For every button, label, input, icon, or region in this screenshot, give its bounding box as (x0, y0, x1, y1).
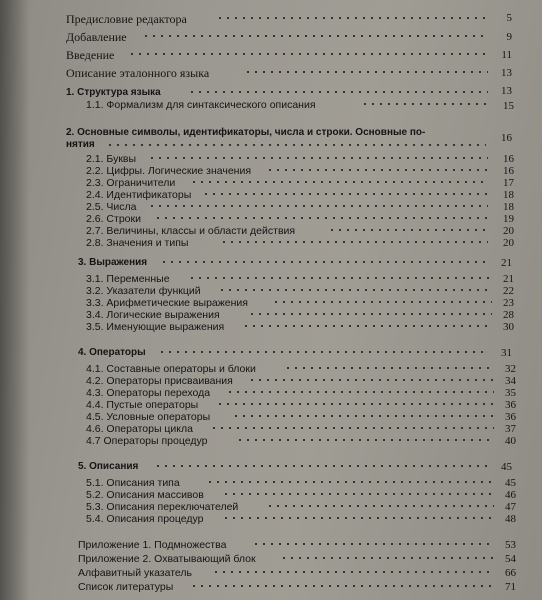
toc-entry-page: 18 (503, 189, 514, 201)
toc-entry-title: 2.2. Цифры. Логические значения (86, 165, 252, 177)
toc-entry-title: 1.1. Формализм для синтаксического описания (86, 99, 316, 111)
toc-section (78, 346, 514, 360)
toc-entry-page: 28 (503, 309, 514, 321)
toc-entry-title: Приложение 2. Охватывающий блок (78, 553, 256, 565)
leader-dots (158, 351, 488, 353)
toc-entry-title: 5.4. Описания процедур (86, 513, 204, 525)
toc-entry-page: 71 (505, 581, 516, 593)
toc-entry-title: 2. Основные символы, идентификаторы, числа и строки. Основные по- (66, 127, 426, 138)
toc-entry (86, 98, 514, 112)
leader-dots (236, 439, 494, 441)
toc-entry-title: 3.2. Указатели функций (86, 285, 201, 297)
leader-dots (252, 543, 494, 545)
toc-entry-title: 2.8. Значения и типы (86, 237, 189, 249)
toc-entry-title: 3.4. Логические выражения (86, 309, 220, 321)
toc-entry-page: 54 (505, 553, 516, 565)
leader-dots (242, 325, 492, 327)
toc-section (78, 256, 514, 270)
toc-entry-title: Предисловие редактора (66, 12, 187, 26)
toc-entry-page: 35 (505, 387, 516, 399)
toc-entry-title: Список литературы (78, 581, 174, 593)
leader-dots (190, 181, 488, 183)
toc-entry-title: 4.4. Пустые операторы (86, 399, 199, 411)
toc-entry (78, 552, 514, 566)
leader-dots (206, 481, 494, 483)
toc-entry (78, 566, 514, 580)
toc-entry-page: 13 (501, 85, 512, 97)
leader-dots (266, 505, 494, 507)
leader-dots (248, 313, 492, 315)
toc-entry-title: 2.6. Строки (86, 213, 141, 225)
leader-dots (280, 557, 494, 559)
leader-dots (142, 35, 488, 37)
leader-dots (154, 217, 488, 219)
toc-entry (66, 48, 514, 62)
toc-entry-page: 16 (503, 153, 514, 165)
toc-entry-title: 5.2. Описания массивов (86, 489, 204, 501)
leader-dots (212, 571, 494, 573)
leader-dots (266, 169, 488, 171)
toc-entry-title: 2.3. Ограничители (86, 177, 176, 189)
toc-entry-page: 20 (503, 225, 514, 237)
toc-section (78, 460, 514, 474)
leader-dots (148, 157, 488, 159)
toc-entry-page: 36 (505, 399, 516, 411)
toc-entry-page: 21 (501, 257, 512, 269)
toc-entry-title: 3. Выражения (78, 257, 148, 268)
toc-entry-title: Приложение 1. Подмножества (78, 539, 227, 551)
leader-dots (220, 241, 488, 243)
toc-entry-title: 2.7. Величины, классы и области действия (86, 225, 296, 237)
toc-entry-page: 45 (505, 477, 516, 489)
toc-entry-page: 5 (506, 12, 512, 24)
leader-dots (202, 193, 488, 195)
toc-entry-title: 5.3. Описания переключателей (86, 501, 239, 513)
toc-entry-page: 16 (501, 132, 512, 144)
leader-dots (222, 517, 494, 519)
toc-entry-title: 4. Операторы (78, 347, 146, 358)
toc-entry-page: 15 (503, 100, 514, 112)
leader-dots (128, 53, 488, 55)
toc-entry-title: 4.2. Операторы присваивания (86, 375, 233, 387)
toc-entry-title: 2.5. Числа (86, 201, 137, 213)
leader-dots (226, 391, 494, 393)
toc-entry-page: 9 (506, 31, 512, 43)
leader-dots (210, 427, 494, 429)
toc-entry-page: 48 (505, 513, 516, 525)
toc-entry-title: Добавление (66, 30, 127, 44)
leader-dots (216, 17, 486, 19)
leader-dots (361, 103, 488, 105)
toc-entry (78, 538, 514, 552)
toc-entry (86, 320, 514, 334)
leader-dots (222, 493, 494, 495)
toc-entry-page: 11 (501, 49, 512, 61)
leader-dots (190, 585, 494, 587)
leader-dots (328, 229, 488, 231)
toc-entry-page: 30 (503, 321, 514, 333)
toc-entry (66, 12, 514, 26)
toc-entry-title: Введение (66, 48, 115, 62)
toc-entry-page: 16 (503, 165, 514, 177)
toc-entry-page: 53 (505, 539, 516, 551)
toc-entry-page: 18 (503, 201, 514, 213)
toc-entry-page: 23 (503, 297, 514, 309)
toc-entry (86, 512, 514, 526)
toc-entry-page: 46 (505, 489, 516, 501)
toc-entry-title: 2.4. Идентификаторы (86, 189, 192, 201)
toc-entry (86, 236, 514, 250)
toc-entry-page: 17 (503, 177, 514, 189)
toc-entry-title: 2.1. Буквы (86, 153, 137, 165)
leader-dots (188, 91, 488, 93)
toc-entry-title: 4.3. Операторы перехода (86, 387, 211, 399)
toc-entry-title: 3.3. Арифметические выражения (86, 297, 248, 309)
toc-entry-title: 3.1. Переменные (86, 273, 170, 285)
toc-entry-page: 37 (505, 423, 516, 435)
leader-dots (244, 71, 488, 73)
toc-entry-page: 47 (505, 501, 516, 513)
leader-dots (188, 277, 492, 279)
toc-entry-page: 40 (505, 435, 516, 447)
toc-entry-page: 21 (503, 273, 514, 285)
toc-entry-title: 5.1. Описания типа (86, 477, 180, 489)
toc-entry-page: 19 (503, 213, 514, 225)
toc-entry (66, 30, 514, 44)
toc-entry-page: 45 (501, 461, 512, 473)
leader-dots (284, 367, 494, 369)
leader-dots (160, 261, 488, 263)
toc-entry-title: 3.5. Именующие выражения (86, 321, 225, 333)
toc-entry-page: 31 (501, 347, 512, 359)
toc-entry-title: 4.1. Составные операторы и блоки (86, 363, 256, 375)
toc-entry-title: 4.5. Условные операторы (86, 411, 211, 423)
toc-entry-page: 22 (503, 285, 514, 297)
toc-entry-page: 66 (505, 567, 516, 579)
toc-entry-title: 1. Структура языка (66, 87, 161, 98)
toc-entry-title: 4.7 Операторы процедур (86, 435, 208, 447)
toc-entry-page: 32 (505, 363, 516, 375)
toc-entry-page: 36 (505, 411, 516, 423)
toc-page-holder (66, 131, 514, 145)
toc-entry-title: 5. Описания (78, 461, 139, 472)
toc-entry-title-continuation: нятия (66, 139, 95, 150)
leader-dots (232, 415, 494, 417)
toc-entry-page: 13 (501, 67, 512, 79)
toc-entry-page: 20 (503, 237, 514, 249)
toc-entry-title: 4.6. Операторы цикла (86, 423, 193, 435)
leader-dots (216, 403, 494, 405)
toc-entry-page: 34 (505, 375, 516, 387)
leader-dots (148, 205, 488, 207)
toc-entry (86, 434, 514, 448)
leader-dots (272, 301, 492, 303)
toc-entry (78, 580, 514, 594)
toc-entry (66, 66, 514, 80)
leader-dots (248, 379, 494, 381)
toc-entry-title: Алфавитный указатель (78, 567, 192, 579)
leader-dots (218, 289, 492, 291)
toc-entry-title: Описание эталонного языка (66, 66, 210, 80)
leader-dots (154, 465, 488, 467)
